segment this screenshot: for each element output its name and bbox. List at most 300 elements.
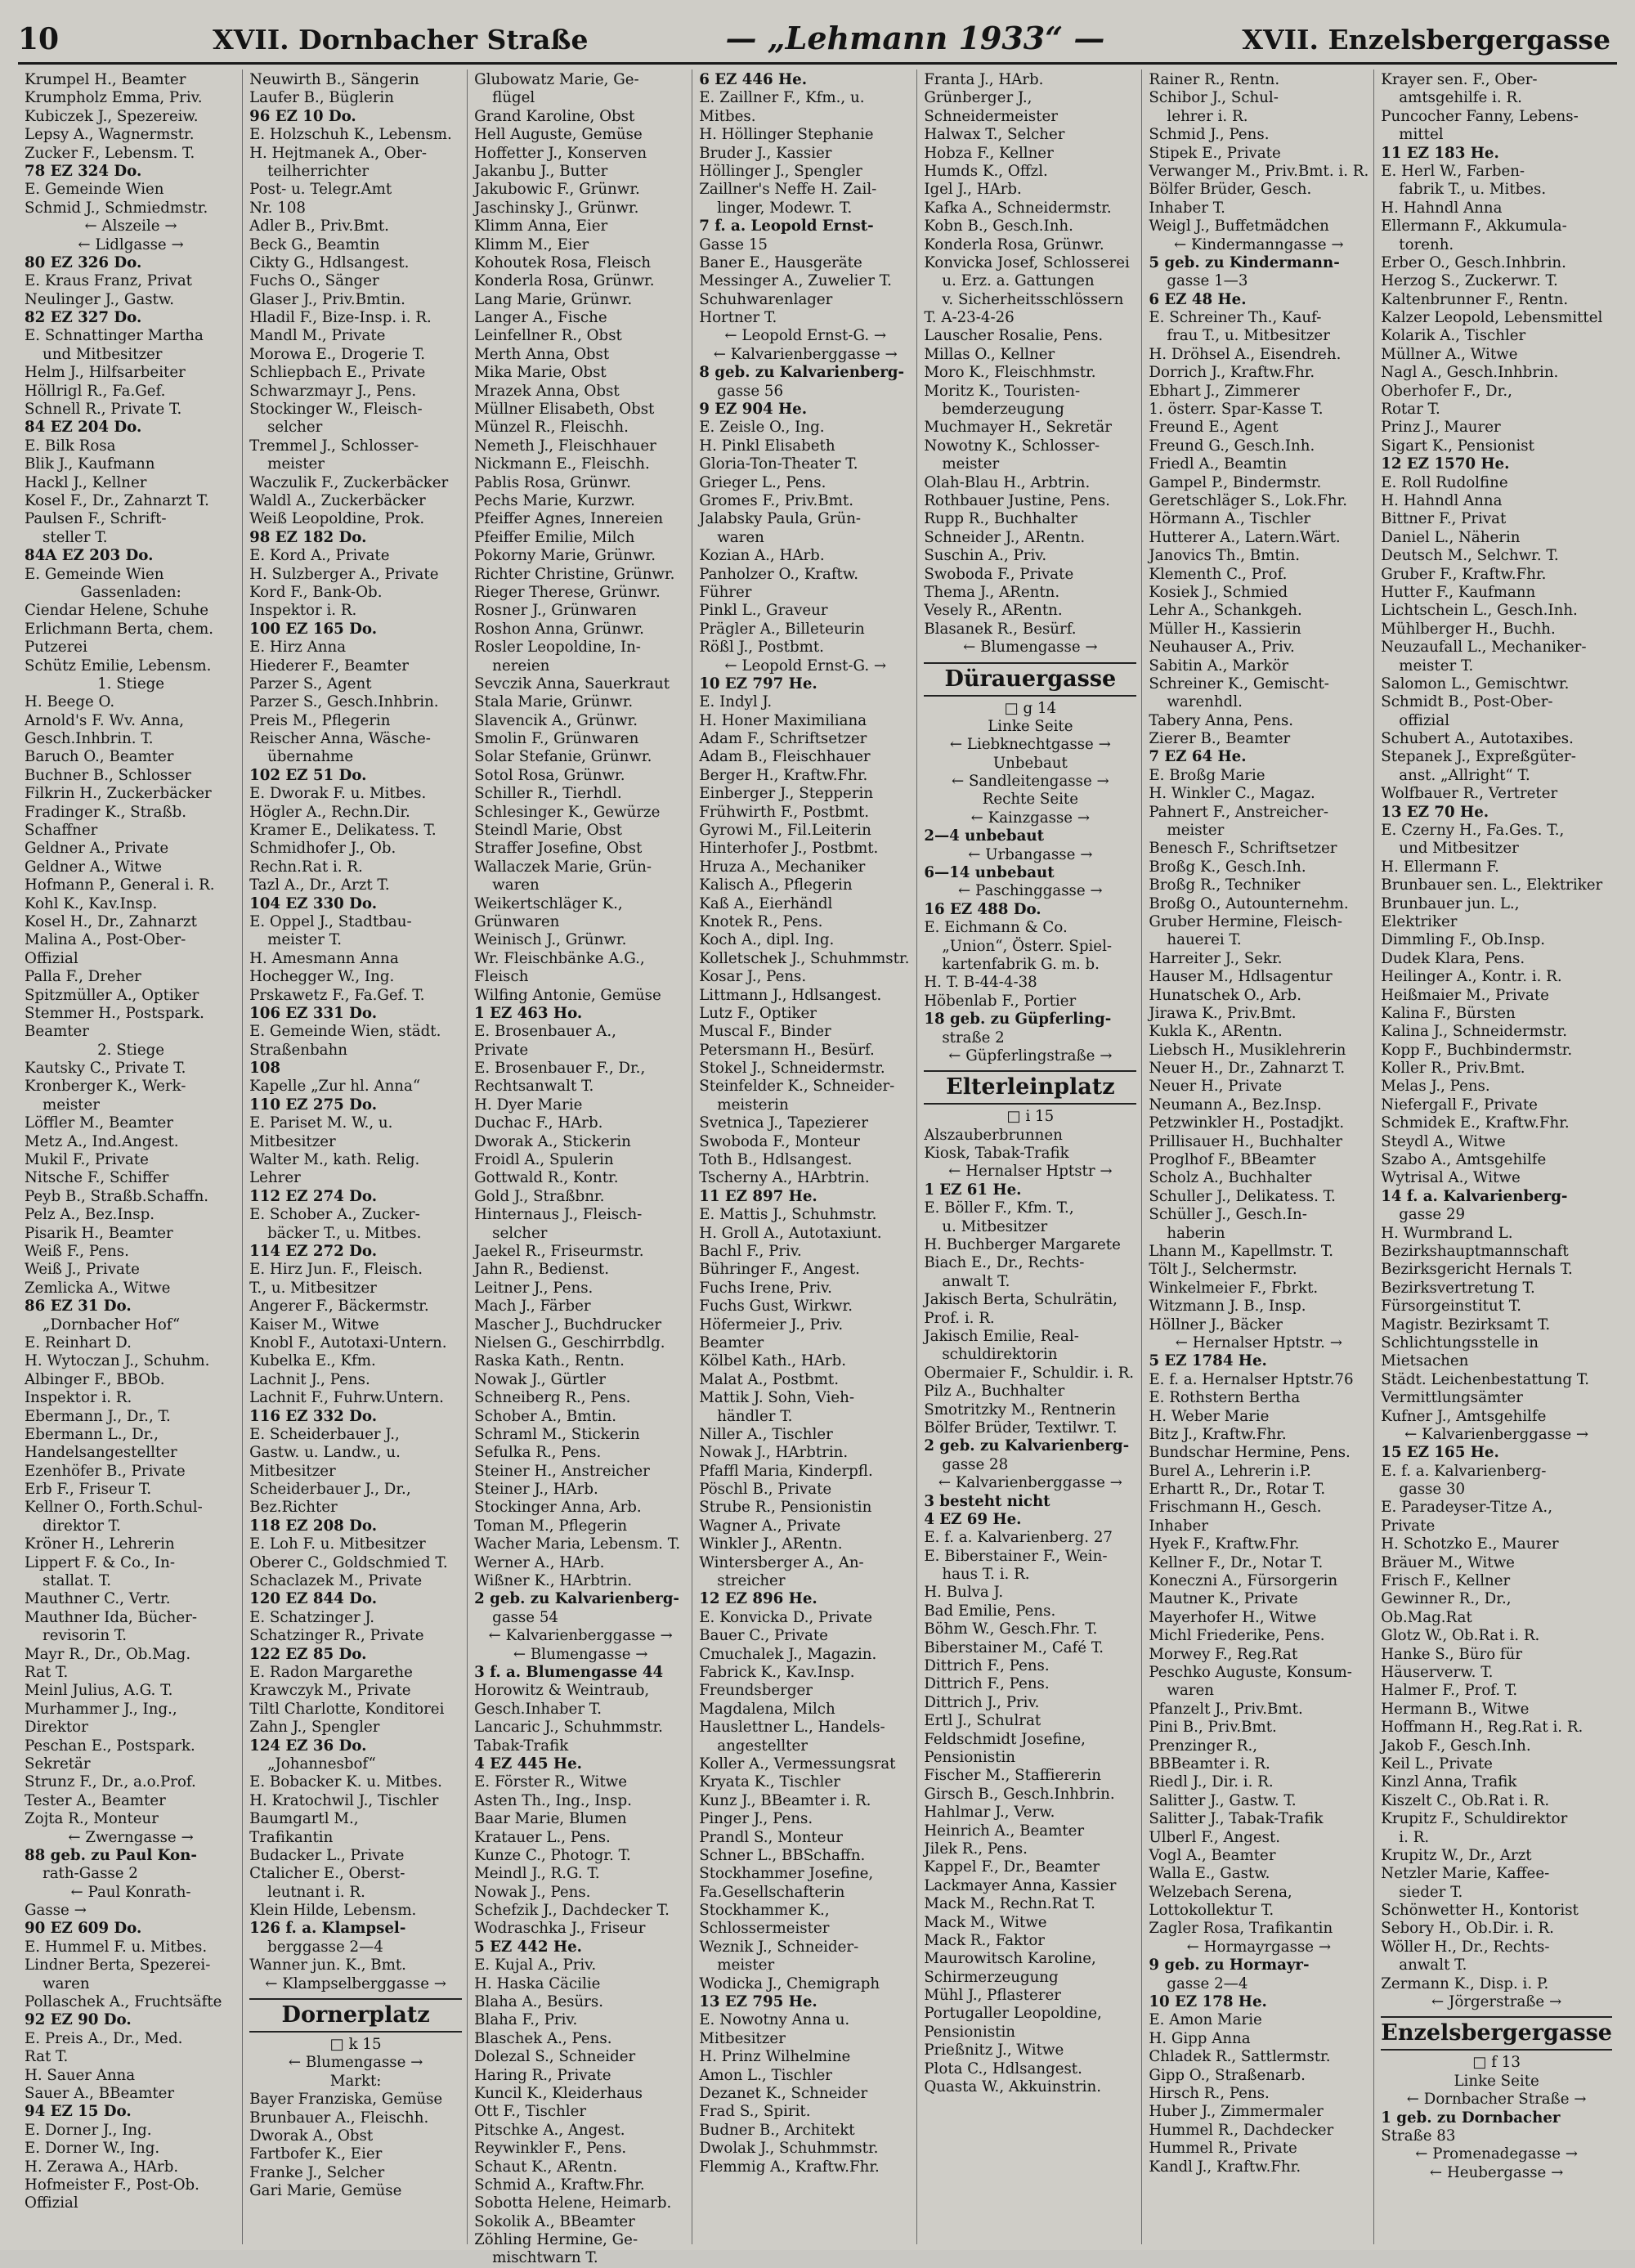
entry-line: anwalt T. bbox=[942, 1272, 1010, 1290]
entry-line: „Dornbacher Hof“ bbox=[43, 1316, 181, 1333]
entry-line: Kosel F., Dr., Zahnarzt T. bbox=[25, 491, 209, 509]
entry-line: anst. „Allright“ T. bbox=[1399, 766, 1530, 784]
entry-line: Winkler J., ARentn. bbox=[699, 1535, 843, 1553]
entry-line: Strube R., Pensionistin bbox=[699, 1499, 872, 1517]
cross-street-marker: Unbebaut bbox=[992, 754, 1068, 772]
house-number-line: 86 EZ 31 Do. bbox=[25, 1298, 132, 1316]
entry-line: Schefzik J., Dachdecker T. bbox=[474, 1902, 670, 1920]
entry-line: Tazl A., Dr., Arzt T. bbox=[249, 876, 390, 894]
entry-line: streicher bbox=[717, 1572, 786, 1590]
entry-line: Frischmann H., Gesch. bbox=[1149, 1499, 1322, 1517]
entry-line: H. Gipp Anna bbox=[1149, 2029, 1251, 2047]
street-section-heading: Enzelsbergergasse bbox=[1381, 2016, 1612, 2051]
entry-line: Gasse 15 bbox=[699, 235, 768, 253]
entry-line: Klimm M., Eier bbox=[474, 235, 589, 253]
entry-line: E. Pariset M. W., u. bbox=[249, 1114, 393, 1132]
entry-line: Fabrick K., Kav.Insp. bbox=[699, 1663, 855, 1681]
entry-line: u. Erz. a. Gattungen bbox=[942, 272, 1095, 290]
entry-line: Melas J., Pens. bbox=[1381, 1078, 1490, 1096]
entry-line: Kolletschek J., Schuhmmstr. bbox=[699, 949, 910, 967]
entry-line: E. Indyl J. bbox=[699, 693, 773, 711]
cross-street-marker: ← Hormayrgasse → bbox=[1186, 1938, 1332, 1956]
entry-line: und Mitbesitzer bbox=[43, 345, 163, 363]
entry-line: Mandl M., Private bbox=[249, 327, 386, 345]
entry-line: meister bbox=[1167, 822, 1225, 840]
entry-line: Wodraschka J., Friseur bbox=[474, 1920, 646, 1938]
entry-line: Frisch F., Kellner bbox=[1381, 1572, 1511, 1590]
cross-street-marker: ← Promenadegasse → bbox=[1415, 2145, 1579, 2163]
house-number-line: 10 EZ 178 He. bbox=[1149, 1993, 1267, 2011]
entry-line: Bezirkshauptmannschaft bbox=[1381, 1243, 1569, 1260]
entry-line: Ertl J., Schulrat bbox=[924, 1712, 1041, 1730]
entry-line: Swoboda F., Monteur bbox=[699, 1132, 860, 1150]
entry-line: Frad S., Spirit. bbox=[699, 2103, 811, 2121]
entry-line: Kaß A., Eierhändl bbox=[699, 894, 833, 912]
entry-line: gasse 30 bbox=[1399, 1481, 1466, 1499]
entry-line: Amon L., Tischler bbox=[699, 2066, 832, 2084]
entry-line: Preis M., Pflegerin bbox=[249, 711, 391, 729]
entry-line: Salitter J., Gastw. T. bbox=[1149, 1791, 1297, 1809]
entry-line: Höllner J., Bäcker bbox=[1149, 1316, 1283, 1333]
entry-line: Gloria-Ton-Theater T. bbox=[699, 455, 858, 473]
entry-line: H. Honer Maximiliana bbox=[699, 711, 867, 729]
house-number-line: 6 EZ 446 He. bbox=[699, 71, 808, 88]
entry-line: Neuwirth B., Sängerin bbox=[249, 71, 419, 88]
entry-line: H. Groll A., Autotaxiunt. bbox=[699, 1224, 882, 1242]
directory-column-6 bbox=[1142, 69, 1374, 2244]
entry-line: Steydl A., Witwe bbox=[1381, 1132, 1506, 1150]
entry-line: Schmidt B., Post-Ober- bbox=[1381, 693, 1553, 711]
entry-line: Merth Anna, Obst bbox=[474, 345, 610, 363]
entry-line: Kopp F., Buchbindermstr. bbox=[1381, 1041, 1573, 1059]
entry-line: Kalisch A., Pflegerin bbox=[699, 876, 853, 894]
cross-street-marker: ← Dornbacher Straße → bbox=[1406, 2091, 1587, 2109]
entry-line: Hörmann A., Tischler bbox=[1149, 510, 1311, 528]
entry-line: Gari Marie, Gemüse bbox=[249, 2182, 402, 2200]
entry-line: Pfeiffer Agnes, Innereien bbox=[474, 510, 664, 528]
entry-line: Mühlberger H., Buchh. bbox=[1381, 620, 1556, 638]
entry-line: Straßenbahn bbox=[249, 1041, 347, 1059]
entry-line: Schneiberg R., Pens. bbox=[474, 1389, 631, 1407]
house-number-line: 4 EZ 69 He. bbox=[924, 1510, 1022, 1528]
directory-column-1 bbox=[18, 69, 243, 2244]
entry-line: Schmid A., Kraftw.Fhr. bbox=[474, 2176, 645, 2194]
house-number-line: 1 EZ 61 He. bbox=[924, 1181, 1022, 1199]
entry-line: Ulberl F., Angest. bbox=[1149, 1828, 1281, 1846]
house-number-line: 3 f. a. Blumengasse 44 bbox=[474, 1663, 664, 1681]
entry-line: Schnell R., Private T. bbox=[25, 401, 182, 419]
entry-line: straße 2 bbox=[942, 1029, 1005, 1047]
entry-line: Kölbel Kath., HArb. bbox=[699, 1352, 847, 1370]
entry-line: Hell Auguste, Gemüse bbox=[474, 126, 643, 144]
entry-line: Frühwirth F., Postbmt. bbox=[699, 803, 870, 821]
entry-line: fabrik T., u. Mitbes. bbox=[1399, 181, 1547, 199]
entry-line: Brunbauer sen. L., Elektriker bbox=[1381, 876, 1603, 894]
entry-line: Brunbauer A., Fleischh. bbox=[249, 2109, 429, 2127]
entry-line: Harreiter J., Sekr. bbox=[1149, 949, 1283, 967]
directory-columns bbox=[18, 69, 1617, 2267]
entry-line: Schönwetter H., Kontorist bbox=[1381, 1902, 1579, 1920]
entry-line: H. Kratochwil J., Tischler bbox=[249, 1791, 439, 1809]
entry-line: Kuncil K., Kleiderhaus bbox=[474, 2084, 643, 2102]
entry-line: Koneczni A., Fürsorgerin bbox=[1149, 1572, 1338, 1590]
entry-line: Ebermann J., Dr., T. bbox=[25, 1407, 171, 1425]
entry-line: Wöller H., Dr., Rechts- bbox=[1381, 1938, 1550, 1956]
entry-line: Salomon L., Gemischtwr. bbox=[1381, 675, 1570, 693]
entry-line: Nitsche F., Schiffer bbox=[25, 1169, 169, 1187]
entry-line: Littmann J., Hdlsangest. bbox=[699, 986, 882, 1004]
entry-line: Weiß Leopoldine, Prok. bbox=[249, 510, 425, 528]
house-number-line: 100 EZ 165 Do. bbox=[249, 620, 378, 638]
entry-line: Mrazek Anna, Obst bbox=[474, 382, 620, 400]
entry-line: E. Brosenbauer A., bbox=[474, 1023, 616, 1041]
entry-line: Jilek R., Pens. bbox=[924, 1840, 1028, 1858]
entry-line: Kord F., Bank-Ob. bbox=[249, 583, 383, 601]
entry-line: Kinzl Anna, Trafik bbox=[1381, 1773, 1517, 1791]
entry-line: Kunze C., Photogr. T. bbox=[474, 1846, 631, 1864]
house-number-line: 126 f. a. Klampsel- bbox=[249, 1920, 406, 1938]
entry-line: Wr. Fleischbänke A.G., bbox=[474, 949, 645, 967]
entry-line: Budacker L., Private bbox=[249, 1846, 405, 1864]
house-number-line: 98 EZ 182 Do. bbox=[249, 528, 367, 546]
house-number-line: 88 geb. zu Paul Kon- bbox=[25, 1846, 197, 1864]
entry-line: Fleisch bbox=[474, 968, 529, 986]
entry-line: waren bbox=[717, 528, 764, 546]
entry-line: Petersmann H., Besürf. bbox=[699, 1041, 875, 1059]
entry-line: Morowa E., Drogerie T. bbox=[249, 345, 426, 363]
cross-street-marker: ← Klampselberggasse → bbox=[265, 1974, 446, 1992]
entry-line: Wißner K., HArbtrin. bbox=[474, 1572, 633, 1590]
cross-street-marker: ← Sandleitengasse → bbox=[951, 773, 1109, 791]
entry-line: Einberger J., Stepperin bbox=[699, 785, 874, 803]
entry-line: Fürsorgeinstitut T. bbox=[1381, 1298, 1522, 1316]
entry-line: Steiner J., HArb. bbox=[474, 1481, 598, 1499]
entry-line: Fischer M., Staffiererin bbox=[924, 1767, 1101, 1785]
entry-line: mischtwarn T. bbox=[492, 2249, 598, 2267]
entry-line: amtsgehilfe i. R. bbox=[1399, 89, 1522, 107]
house-number-line: 2 geb. zu Kalvarienberg- bbox=[474, 1590, 679, 1608]
entry-line: Gasse → bbox=[25, 1902, 87, 1920]
house-number-line: 12 EZ 1570 He. bbox=[1381, 455, 1510, 473]
entry-line: Blaschek A., Pens. bbox=[474, 2029, 612, 2047]
entry-line: Blasanek R., Besürf. bbox=[924, 620, 1077, 638]
entry-line: Weiß J., Private bbox=[25, 1261, 140, 1279]
entry-line: Münzel R., Fleischh. bbox=[474, 419, 629, 437]
entry-line: Kalina J., Schneidermstr. bbox=[1381, 1023, 1568, 1041]
entry-line: Keil L., Private bbox=[1381, 1755, 1493, 1773]
entry-line: Jakubowic F., Grünwr. bbox=[474, 181, 640, 199]
entry-line: Zucker F., Lebensm. T. bbox=[25, 144, 195, 162]
entry-line: Franta J., HArb. bbox=[924, 71, 1044, 88]
entry-line: Walter M., kath. Relig. bbox=[249, 1151, 420, 1169]
entry-line: Biach E., Dr., Rechts- bbox=[924, 1254, 1085, 1272]
entry-line: Inspektor i. R. bbox=[25, 1389, 132, 1407]
entry-line: Stemmer H., Postspark. bbox=[25, 1004, 204, 1022]
house-number-line: 8 geb. zu Kalvarienberg- bbox=[699, 364, 905, 382]
entry-line: Peyb B., Straßb.Schaffn. bbox=[25, 1187, 209, 1205]
entry-line: Szabo A., Amtsgehilfe bbox=[1381, 1151, 1547, 1169]
entry-line: Pokorny Marie, Grünwr. bbox=[474, 547, 656, 565]
entry-line: Lichtschein L., Gesch.Inh. bbox=[1381, 602, 1578, 620]
entry-line: E. Zaillner F., Kfm., u. bbox=[699, 89, 865, 107]
entry-line: Kufner J., Amtsgehilfe bbox=[1381, 1407, 1547, 1425]
entry-line: Wagner A., Private bbox=[699, 1517, 841, 1535]
entry-line: Moro K., Fleischhmstr. bbox=[924, 364, 1096, 382]
entry-line: E. Förster R., Witwe bbox=[474, 1773, 628, 1791]
house-number-line: 96 EZ 10 Do. bbox=[249, 107, 356, 125]
entry-line: Schaffner bbox=[25, 822, 98, 840]
entry-line: Krumpel H., Beamter bbox=[25, 71, 186, 88]
cross-street-marker: □ i 15 bbox=[1006, 1108, 1055, 1126]
house-number-line: 1 geb. zu Dornbacher bbox=[1381, 2109, 1561, 2127]
entry-line: E. Schatzinger J. bbox=[249, 1608, 375, 1626]
entry-line: E. f. a. Hernalser Hptstr.76 bbox=[1149, 1370, 1354, 1388]
entry-line: steller T. bbox=[43, 528, 108, 546]
entry-line: Jirawa K., Priv.Bmt. bbox=[1149, 1004, 1297, 1022]
entry-line: Kubelka E., Kfm. bbox=[249, 1352, 376, 1370]
entry-line: E. Zeisle O., Ing. bbox=[699, 419, 825, 437]
entry-line: Plota C., Hdlsangest. bbox=[924, 2060, 1082, 2078]
entry-line: Svetnica J., Tapezierer bbox=[699, 1114, 868, 1132]
entry-line: Messinger A., Zuwelier T. bbox=[699, 272, 892, 290]
entry-line: Arnold's F. Wv. Anna, bbox=[25, 711, 184, 729]
entry-line: Steiner H., Anstreicher bbox=[474, 1462, 650, 1480]
entry-line: lehrer i. R. bbox=[1167, 107, 1248, 125]
entry-line: Inhaber T. bbox=[1149, 199, 1225, 217]
entry-line: Prof. i. R. bbox=[924, 1309, 995, 1327]
entry-line: Beck G., Beamtin bbox=[249, 235, 380, 253]
entry-line: Konderla Rosa, Grünwr. bbox=[924, 235, 1104, 253]
entry-line: meister bbox=[942, 455, 1000, 473]
entry-line: Hinternaus J., Fleisch- bbox=[474, 1206, 643, 1224]
entry-line: Inhaber bbox=[1149, 1517, 1208, 1535]
entry-line: gasse 1—3 bbox=[1167, 272, 1248, 290]
entry-line: gasse 54 bbox=[492, 1608, 558, 1626]
entry-line: Krupitz F., Schuldirektor bbox=[1381, 1810, 1568, 1828]
cross-street-marker: ← Blumengasse → bbox=[288, 2054, 423, 2072]
entry-line: Hackl J., Kellner bbox=[25, 473, 147, 491]
entry-line: angestellter bbox=[717, 1737, 809, 1755]
entry-line: H. Pinkl Elisabeth bbox=[699, 437, 835, 455]
entry-line: Leitner J., Pens. bbox=[474, 1279, 594, 1297]
cross-street-marker: ← Hernalser Hptstr → bbox=[948, 1163, 1113, 1181]
entry-line: Gromes F., Priv.Bmt. bbox=[699, 491, 854, 509]
entry-line: Tabery Anna, Pens. bbox=[1149, 711, 1294, 729]
entry-line: Bühringer F., Angest. bbox=[699, 1261, 860, 1279]
entry-line: Riedl J., Dir. i. R. bbox=[1149, 1773, 1274, 1791]
entry-line: Wallaczek Marie, Grün- bbox=[474, 858, 652, 876]
entry-line: Lancaric J., Schuhmmstr. bbox=[474, 1719, 663, 1737]
entry-line: selcher bbox=[492, 1224, 548, 1242]
cross-street-marker: ← Kalvarienberggasse → bbox=[938, 1474, 1122, 1492]
house-number-line: 90 EZ 609 Do. bbox=[25, 1920, 142, 1938]
entry-line: Klein Hilde, Lebensm. bbox=[249, 1902, 417, 1920]
entry-line: Jakanbu J., Butter bbox=[474, 162, 608, 180]
entry-line: Neuer H., Private bbox=[1149, 1078, 1283, 1096]
entry-line: Hochegger W., Ing. bbox=[249, 968, 395, 986]
house-number-line: 11 EZ 897 He. bbox=[699, 1187, 818, 1205]
entry-line: Neuer H., Dr., Zahnarzt T. bbox=[1149, 1060, 1346, 1078]
entry-line: Mack R., Faktor bbox=[924, 1931, 1046, 1949]
entry-line: Jahn R., Bedienst. bbox=[474, 1261, 610, 1279]
entry-line: Proglhof F., BBeamter bbox=[1149, 1151, 1316, 1169]
house-number-line: 120 EZ 844 Do. bbox=[249, 1590, 378, 1608]
entry-line: Cmuchalek J., Magazin. bbox=[699, 1645, 877, 1663]
entry-line: Fuchs O., Sänger bbox=[249, 272, 379, 290]
entry-line: Prägler A., Billeteurin bbox=[699, 620, 865, 638]
entry-line: Kafka A., Schneidermstr. bbox=[924, 199, 1112, 217]
cross-street-marker: ← Hernalser Hptstr. → bbox=[1175, 1333, 1342, 1351]
entry-line: E. Kujal A., Priv. bbox=[474, 1956, 597, 1974]
entry-line: Pöschl B., Private bbox=[699, 1481, 832, 1499]
entry-line: E. Nowotny Anna u. bbox=[699, 2011, 850, 2029]
entry-line: E. Kord A., Private bbox=[249, 547, 390, 565]
entry-line: Wodicka J., Chemigraph bbox=[699, 1974, 880, 1992]
entry-line: Bez.Richter bbox=[249, 1499, 338, 1517]
entry-line: Tölt J., Selchermstr. bbox=[1149, 1261, 1297, 1279]
entry-line: Nagl A., Gesch.Inhbrin. bbox=[1381, 364, 1559, 382]
running-head-left: XVII. Dornbacher Straße bbox=[213, 24, 589, 56]
entry-line: Weiß F., Pens. bbox=[25, 1243, 129, 1260]
entry-line: E. Gemeinde Wien bbox=[25, 181, 164, 199]
entry-line: Wacher Maria, Lebensm. T. bbox=[474, 1535, 680, 1553]
entry-line: H. Weber Marie bbox=[1149, 1407, 1270, 1425]
entry-line: Pahnert F., Anstreicher- bbox=[1149, 803, 1329, 821]
entry-line: Dittrich F., Pens. bbox=[924, 1675, 1050, 1693]
entry-line: Geldner A., Witwe bbox=[25, 858, 163, 876]
entry-line: Klimm Anna, Eier bbox=[474, 217, 608, 235]
entry-line: Panholzer O., Kraftw. bbox=[699, 565, 859, 583]
entry-line: Nowak J., Gürtler bbox=[474, 1370, 606, 1388]
entry-line: Ctalicher E., Oberst- bbox=[249, 1865, 405, 1883]
entry-line: Rößl J., Postbmt. bbox=[699, 639, 824, 657]
entry-line: Raska Kath., Rentn. bbox=[474, 1352, 625, 1370]
entry-line: „Union“, Österr. Spiel- bbox=[942, 937, 1113, 955]
entry-line: Glotz W., Ob.Rat i. R. bbox=[1381, 1627, 1540, 1645]
entry-line: E. Bobacker K. u. Mitbes. bbox=[249, 1773, 442, 1791]
entry-line: Freund E., Agent bbox=[1149, 419, 1279, 437]
entry-line: Brunbauer jun. L., bbox=[1381, 894, 1520, 912]
entry-line: Sigart K., Pensionist bbox=[1381, 437, 1534, 455]
entry-line: Magdalena, Milch bbox=[699, 1700, 835, 1718]
entry-line: Hummel R., Dachdecker bbox=[1149, 2121, 1334, 2139]
entry-line: Glubowatz Marie, Ge- bbox=[474, 71, 639, 88]
entry-line: Kronberger K., Werk- bbox=[25, 1078, 186, 1096]
entry-line: Bauer C., Private bbox=[699, 1627, 828, 1645]
entry-line: Neuhauser A., Priv. bbox=[1149, 639, 1295, 657]
entry-line: Pfaffl Maria, Kinderpfl. bbox=[699, 1462, 873, 1480]
entry-line: Inspektor i. R. bbox=[249, 602, 357, 620]
entry-line: H. Prinz Wilhelmine bbox=[699, 2048, 851, 2066]
entry-line: Jakisch Emilie, Real- bbox=[924, 1328, 1079, 1345]
cross-street-marker: Linke Seite bbox=[988, 717, 1073, 735]
entry-line: Palla F., Dreher bbox=[25, 968, 141, 986]
entry-line: Liebsch H., Musiklehrerin bbox=[1149, 1041, 1346, 1059]
house-number-line: 10 EZ 797 He. bbox=[699, 675, 818, 693]
entry-line: Kunz J., BBeamter i. R. bbox=[699, 1791, 871, 1809]
entry-line: Jalabsky Paula, Grün- bbox=[699, 510, 862, 528]
entry-line: Meindl J., R.G. T. bbox=[474, 1865, 600, 1883]
house-number-line: 11 EZ 183 He. bbox=[1381, 144, 1499, 162]
running-head-right: XVII. Enzelsbergergasse bbox=[1242, 24, 1610, 56]
entry-line: Stala Marie, Grünwr. bbox=[474, 693, 634, 711]
entry-line: Jaschinsky J., Grünwr. bbox=[474, 199, 639, 217]
entry-line: Vesely R., ARentn. bbox=[924, 602, 1063, 620]
house-number-line: 92 EZ 90 Do. bbox=[25, 2011, 132, 2029]
entry-line: Stockinger W., Fleisch- bbox=[249, 401, 423, 419]
cross-street-marker: ← Paschinggasse → bbox=[958, 882, 1103, 900]
entry-line: Petzwinkler H., Postadjkt. bbox=[1149, 1114, 1345, 1132]
entry-line: H. Zerawa A., HArb. bbox=[25, 2158, 179, 2176]
entry-line: anwalt T. bbox=[1399, 1956, 1467, 1974]
entry-line: Rotar T. bbox=[1381, 401, 1440, 419]
entry-line: Sevczik Anna, Sauerkraut bbox=[474, 675, 670, 693]
entry-line: Kalzer Leopold, Lebensmittel bbox=[1381, 309, 1603, 327]
entry-line: Pfeiffer Emilie, Milch bbox=[474, 528, 635, 546]
entry-line: H. Winkler C., Magaz. bbox=[1149, 785, 1315, 803]
entry-line: Pablis Rosa, Grünwr. bbox=[474, 473, 631, 491]
entry-line: E. Brosenbauer F., Dr., bbox=[474, 1060, 646, 1078]
entry-line: Kosiek J., Schmied bbox=[1149, 583, 1288, 601]
entry-line: Parzer S., Gesch.Inhbrin. bbox=[249, 693, 439, 711]
entry-line: Huber J., Zimmermaler bbox=[1149, 2103, 1324, 2121]
entry-line: Gesch.Inhaber T. bbox=[474, 1700, 602, 1718]
entry-line: Hermann B., Witwe bbox=[1381, 1700, 1530, 1718]
entry-line: E. Hirz Jun. F., Fleisch. bbox=[249, 1261, 423, 1279]
entry-line: E. Rothstern Bertha bbox=[1149, 1389, 1301, 1407]
entry-line: Rechn.Rat i. R. bbox=[249, 858, 363, 876]
entry-line: Schneidermeister bbox=[924, 107, 1058, 125]
entry-line: „Johannesbof“ bbox=[267, 1755, 376, 1773]
entry-line: Mitbes. bbox=[699, 107, 756, 125]
entry-line: Müllner Elisabeth, Obst bbox=[474, 401, 655, 419]
entry-line: Bittner F., Privat bbox=[1381, 510, 1507, 528]
entry-line: Gesch.Inhbrin. T. bbox=[25, 730, 154, 748]
entry-line: Häuserverw. T. bbox=[1381, 1663, 1494, 1681]
entry-line: Kobn B., Gesch.Inh. bbox=[924, 217, 1073, 235]
entry-line: Toth B., Hdlsangest. bbox=[699, 1151, 853, 1169]
entry-line: Mitbesitzer bbox=[249, 1462, 336, 1480]
entry-line: Gastw. u. Landw., u. bbox=[249, 1444, 401, 1462]
entry-line: Rupp R., Buchhalter bbox=[924, 510, 1077, 528]
cross-street-marker: ← Alszeile → bbox=[84, 217, 177, 235]
entry-line: Haring R., Private bbox=[474, 2066, 611, 2084]
entry-line: Hofmeister F., Post-Ob. bbox=[25, 2176, 199, 2194]
entry-line: Elektriker bbox=[1381, 912, 1458, 930]
entry-line: Portugaller Leopoldine, bbox=[924, 2005, 1102, 2023]
entry-line: Kaiser M., Witwe bbox=[249, 1316, 379, 1333]
house-number-line: 94 EZ 15 Do. bbox=[25, 2103, 132, 2121]
entry-line: Blaha A., Besürs. bbox=[474, 1993, 603, 2011]
entry-line: Kautsky C., Private T. bbox=[25, 1060, 186, 1078]
entry-line: Kellner O., Forth.Schul- bbox=[25, 1499, 203, 1517]
entry-line: Spitzmüller A., Optiker bbox=[25, 986, 199, 1004]
entry-line: E. Kraus Franz, Privat bbox=[25, 272, 192, 290]
entry-line: Pinger J., Pens. bbox=[699, 1810, 813, 1828]
entry-line: Erlichmann Berta, chem. bbox=[25, 620, 214, 638]
entry-line: Mayr R., Dr., Ob.Mag. bbox=[25, 1645, 191, 1663]
entry-line: Glaser J., Priv.Bmtin. bbox=[249, 290, 405, 308]
entry-line: Freundsberger bbox=[699, 1682, 813, 1700]
entry-line: Straffer Josefine, Obst bbox=[474, 840, 643, 858]
entry-line: Zojta R., Monteur bbox=[25, 1810, 159, 1828]
entry-line: Heinrich A., Beamter bbox=[924, 1822, 1085, 1840]
entry-line: Mitbesitzer bbox=[699, 2029, 786, 2047]
entry-line: Dezanet K., Schneider bbox=[699, 2084, 868, 2102]
entry-line: Schwarzmayr J., Pens. bbox=[249, 382, 417, 400]
entry-line: Pechs Marie, Kurzwr. bbox=[474, 491, 635, 509]
entry-line: Knotek R., Pens. bbox=[699, 912, 823, 930]
